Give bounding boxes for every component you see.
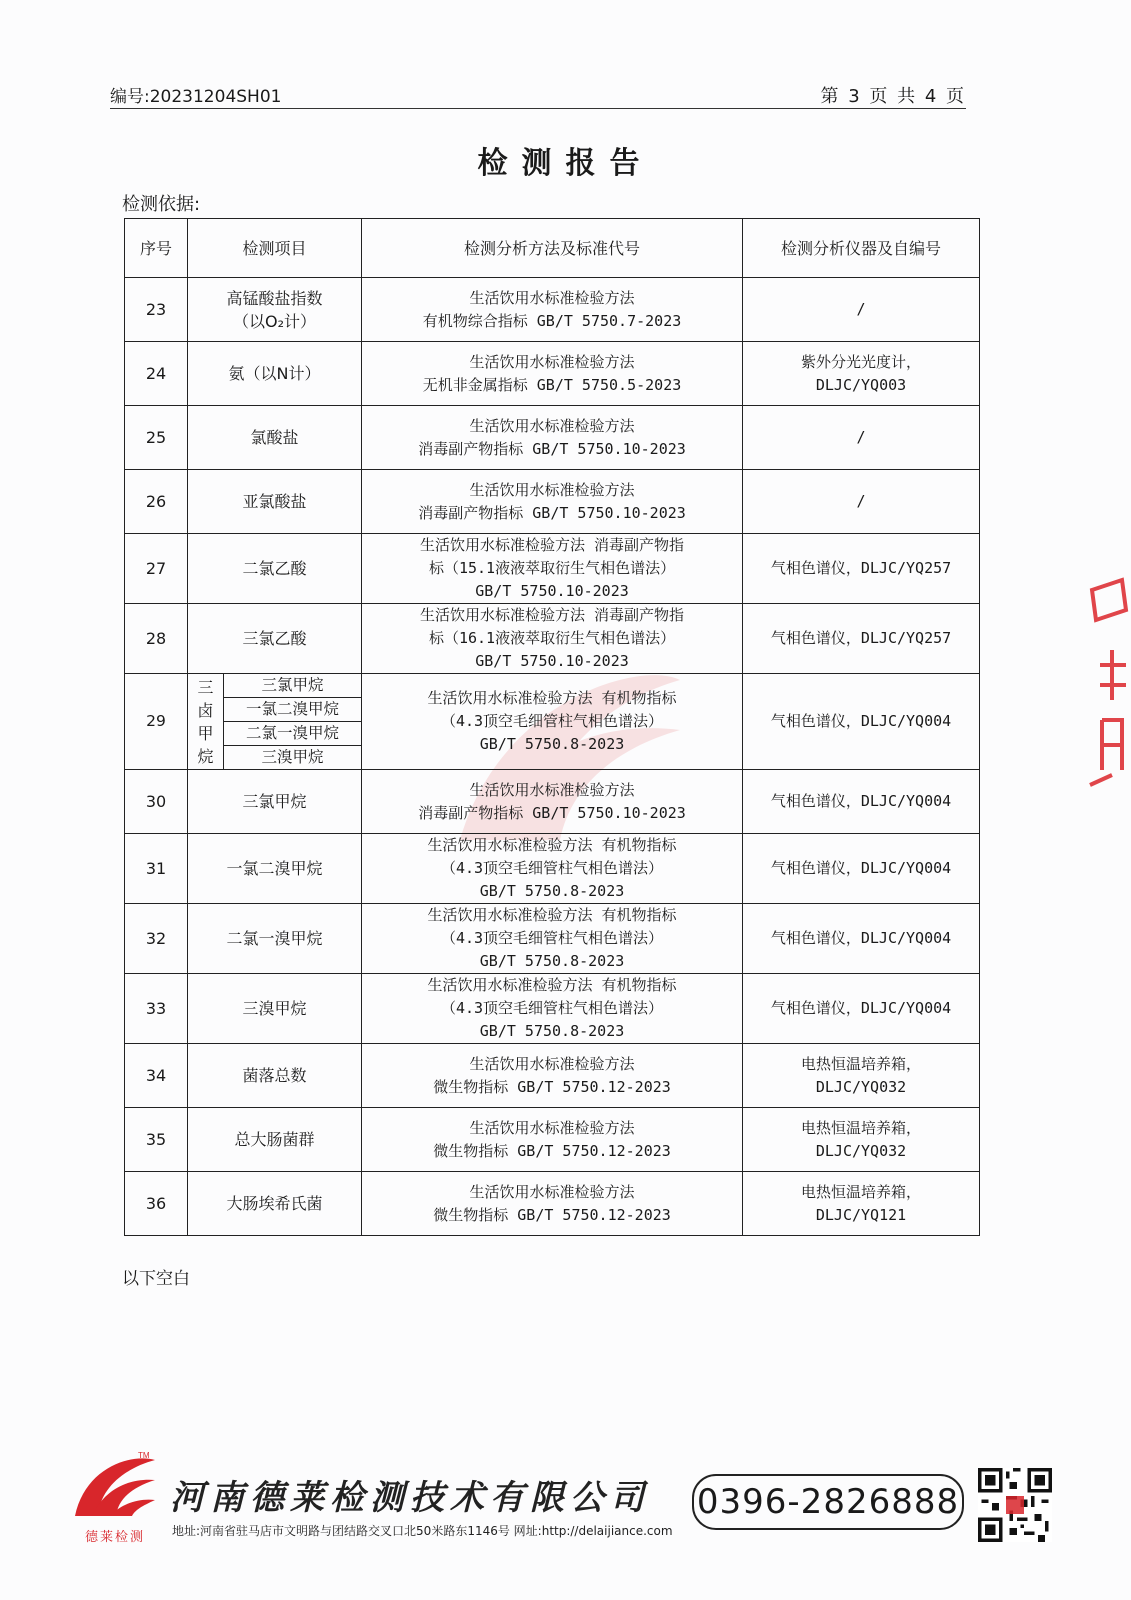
group-label <box>188 674 224 770</box>
row-no: 30 <box>125 770 188 834</box>
row-instrument <box>743 674 980 770</box>
group-label-char: 卤 <box>197 700 214 720</box>
row-instrument <box>743 406 980 470</box>
method-line: 微生物指标 GB/T 5750.12-2023 <box>433 1077 671 1096</box>
method-line: 生活饮用水标准检验方法 消毒副产物指 <box>419 606 685 624</box>
header-instrument: 检测分析仪器及自编号 <box>743 219 980 278</box>
sub-item: 一氯二溴甲烷 <box>224 698 362 722</box>
instrument-line: 电热恒温培养箱， <box>801 1118 922 1137</box>
row-no: 36 <box>125 1172 188 1236</box>
method-line: 生活饮用水标准检验方法 <box>469 1182 635 1201</box>
instrument-line: 气相色谱仪，DLJC/YQ004 <box>770 792 952 810</box>
instrument-line: 紫外分光光度计， <box>801 352 922 371</box>
instrument-line: 电热恒温培养箱， <box>801 1182 922 1201</box>
method-line: 有机物综合指标 GB/T 5750.7-2023 <box>422 311 682 330</box>
instrument-line: DLJC/YQ121 <box>815 1205 907 1224</box>
row-item: 氯酸盐 <box>188 406 362 470</box>
row-item-name: 高锰酸盐指数 <box>226 288 323 308</box>
row-instrument <box>743 1172 980 1236</box>
table-header-row <box>125 219 980 278</box>
company-footer <box>60 1440 1060 1550</box>
row-no: 33 <box>125 974 188 1044</box>
instrument-line: DLJC/YQ032 <box>815 1141 907 1160</box>
method-line: 消毒副产物指标 GB/T 5750.10-2023 <box>418 803 686 822</box>
row-instrument <box>743 974 980 1044</box>
row-instrument <box>743 1044 980 1108</box>
method-line: 消毒副产物指标 GB/T 5750.10-2023 <box>418 503 686 522</box>
logo-caption: 德莱检测 <box>84 1530 145 1545</box>
method-line: GB/T 5750.8-2023 <box>479 1022 625 1040</box>
method-line: 生活饮用水标准检验方法 有机物指标 <box>427 689 677 707</box>
instrument-line: 电热恒温培养箱， <box>801 1054 922 1073</box>
method-line: （4.3顶空毛细管柱气相色谱法） <box>440 929 664 947</box>
table-row <box>125 904 980 974</box>
method-line: 标（16.1液液萃取衍生气相色谱法） <box>428 629 676 647</box>
table-row <box>125 278 980 342</box>
row-no: 35 <box>125 1108 188 1172</box>
method-line: 生活饮用水标准检验方法 有机物指标 <box>427 836 677 854</box>
row-item-sub: （以O₂计） <box>233 311 317 331</box>
row-no: 24 <box>125 342 188 406</box>
row-method <box>362 1108 743 1172</box>
row-instrument <box>743 834 980 904</box>
row-item: 亚氯酸盐 <box>188 470 362 534</box>
seal-stamp-icon <box>1082 570 1131 800</box>
row-item: 菌落总数 <box>188 1044 362 1108</box>
row-method <box>362 604 743 674</box>
header-no: 序号 <box>125 219 188 278</box>
instrument-line: 气相色谱仪，DLJC/YQ257 <box>770 559 952 577</box>
qr-code-icon <box>978 1468 1052 1542</box>
instrument-line: 气相色谱仪，DLJC/YQ257 <box>770 629 952 647</box>
blank-below-note: 以下空白 <box>122 1269 190 1289</box>
row-instrument <box>743 278 980 342</box>
instrument-line: / <box>856 492 866 510</box>
method-line: 生活饮用水标准检验方法 <box>469 1054 635 1073</box>
row-no: 32 <box>125 904 188 974</box>
row-no: 29 <box>125 674 188 770</box>
method-line: 生活饮用水标准检验方法 <box>469 480 635 499</box>
row-no: 34 <box>125 1044 188 1108</box>
company-logo <box>70 1448 160 1543</box>
row-no: 26 <box>125 470 188 534</box>
page-title: 检测报告 <box>477 146 654 181</box>
table-row <box>125 674 980 698</box>
row-method <box>362 406 743 470</box>
row-item: 三氯甲烷 <box>188 770 362 834</box>
row-method <box>362 770 743 834</box>
header-method: 检测分析方法及标准代号 <box>362 219 743 278</box>
table-row <box>125 534 980 604</box>
table-row <box>125 342 980 406</box>
instrument-line: DLJC/YQ032 <box>815 1077 907 1096</box>
method-line: GB/T 5750.10-2023 <box>475 582 629 600</box>
table-row <box>125 604 980 674</box>
method-line: 生活饮用水标准检验方法 <box>469 416 635 435</box>
row-method <box>362 1172 743 1236</box>
row-instrument <box>743 604 980 674</box>
row-method <box>362 674 743 770</box>
instrument-line: / <box>856 428 866 446</box>
basis-table <box>124 218 980 1236</box>
method-line: 生活饮用水标准检验方法 消毒副产物指 <box>419 536 685 554</box>
method-line: 消毒副产物指标 GB/T 5750.10-2023 <box>418 439 686 458</box>
instrument-line: DLJC/YQ003 <box>815 375 907 394</box>
report-number: 编号:20231204SH01 <box>110 87 282 107</box>
row-method <box>362 904 743 974</box>
row-item: 二氯乙酸 <box>188 534 362 604</box>
table-row <box>125 1108 980 1172</box>
group-label-char: 烷 <box>197 746 214 766</box>
basis-label: 检测依据: <box>122 194 201 215</box>
method-line: （4.3顶空毛细管柱气相色谱法） <box>440 999 664 1017</box>
row-item: 总大肠菌群 <box>188 1108 362 1172</box>
row-item: 三氯乙酸 <box>188 604 362 674</box>
row-item: 氨（以N计） <box>188 342 362 406</box>
sub-item: 三氯甲烷 <box>224 674 362 698</box>
method-line: 生活饮用水标准检验方法 <box>469 1118 635 1137</box>
table-row <box>125 770 980 834</box>
page-indicator: 第 3 页 共 4 页 <box>820 86 966 107</box>
method-line: 无机非金属指标 GB/T 5750.5-2023 <box>422 375 682 394</box>
method-line: 生活饮用水标准检验方法 有机物指标 <box>427 906 677 924</box>
table-row <box>125 470 980 534</box>
row-instrument <box>743 904 980 974</box>
sub-item: 二氯一溴甲烷 <box>224 722 362 746</box>
method-line: GB/T 5750.8-2023 <box>479 735 625 753</box>
row-method <box>362 278 743 342</box>
table-row <box>125 974 980 1044</box>
row-method <box>362 342 743 406</box>
company-phone: 0396-2826888 <box>692 1474 964 1530</box>
method-line: 生活饮用水标准检验方法 <box>469 352 635 371</box>
row-instrument <box>743 470 980 534</box>
table-row <box>125 406 980 470</box>
row-method <box>362 534 743 604</box>
row-item: 大肠埃希氏菌 <box>188 1172 362 1236</box>
row-instrument <box>743 770 980 834</box>
row-item: 一氯二溴甲烷 <box>188 834 362 904</box>
table-row <box>125 1044 980 1108</box>
logo-trademark: TM <box>138 1451 150 1460</box>
delai-logo-icon <box>70 1448 160 1520</box>
row-item: 三溴甲烷 <box>188 974 362 1044</box>
header-divider <box>110 108 966 109</box>
header-item: 检测项目 <box>188 219 362 278</box>
sub-item: 三溴甲烷 <box>224 746 362 770</box>
row-instrument <box>743 1108 980 1172</box>
method-line: GB/T 5750.8-2023 <box>479 952 625 970</box>
method-line: 微生物指标 GB/T 5750.12-2023 <box>433 1205 671 1224</box>
method-line: GB/T 5750.10-2023 <box>475 652 629 670</box>
method-line: 生活饮用水标准检验方法 <box>469 288 635 307</box>
row-method <box>362 1044 743 1108</box>
row-no: 27 <box>125 534 188 604</box>
group-label-char: 甲 <box>197 723 214 743</box>
table-row <box>125 834 980 904</box>
instrument-line: 气相色谱仪，DLJC/YQ004 <box>770 999 952 1017</box>
method-line: 微生物指标 GB/T 5750.12-2023 <box>433 1141 671 1160</box>
instrument-line: 气相色谱仪，DLJC/YQ004 <box>770 929 952 947</box>
row-instrument <box>743 342 980 406</box>
method-line: 生活饮用水标准检验方法 <box>469 780 635 799</box>
group-label-char: 三 <box>197 677 214 697</box>
row-item: 二氯一溴甲烷 <box>188 904 362 974</box>
method-line: 标（15.1液液萃取衍生气相色谱法） <box>428 559 676 577</box>
method-line: （4.3顶空毛细管柱气相色谱法） <box>440 859 664 877</box>
method-line: （4.3顶空毛细管柱气相色谱法） <box>440 712 664 730</box>
table-row <box>125 1172 980 1236</box>
instrument-line: / <box>856 300 866 318</box>
company-address: 地址:河南省驻马店市文明路与团结路交叉口北50米路东1146号 网址:http://delaijiance.com <box>172 1524 673 1538</box>
row-method <box>362 974 743 1044</box>
method-line: GB/T 5750.8-2023 <box>479 882 625 900</box>
group-char <box>190 676 221 768</box>
company-name: 河南德莱检测技术有限公司 <box>170 1478 650 1518</box>
row-no: 28 <box>125 604 188 674</box>
instrument-line: 气相色谱仪，DLJC/YQ004 <box>770 859 952 877</box>
method-line: 生活饮用水标准检验方法 有机物指标 <box>427 976 677 994</box>
row-no: 25 <box>125 406 188 470</box>
row-no: 23 <box>125 278 188 342</box>
row-instrument <box>743 534 980 604</box>
row-no: 31 <box>125 834 188 904</box>
row-item <box>188 278 362 342</box>
instrument-line: 气相色谱仪，DLJC/YQ004 <box>770 712 952 730</box>
row-method <box>362 834 743 904</box>
row-method <box>362 470 743 534</box>
